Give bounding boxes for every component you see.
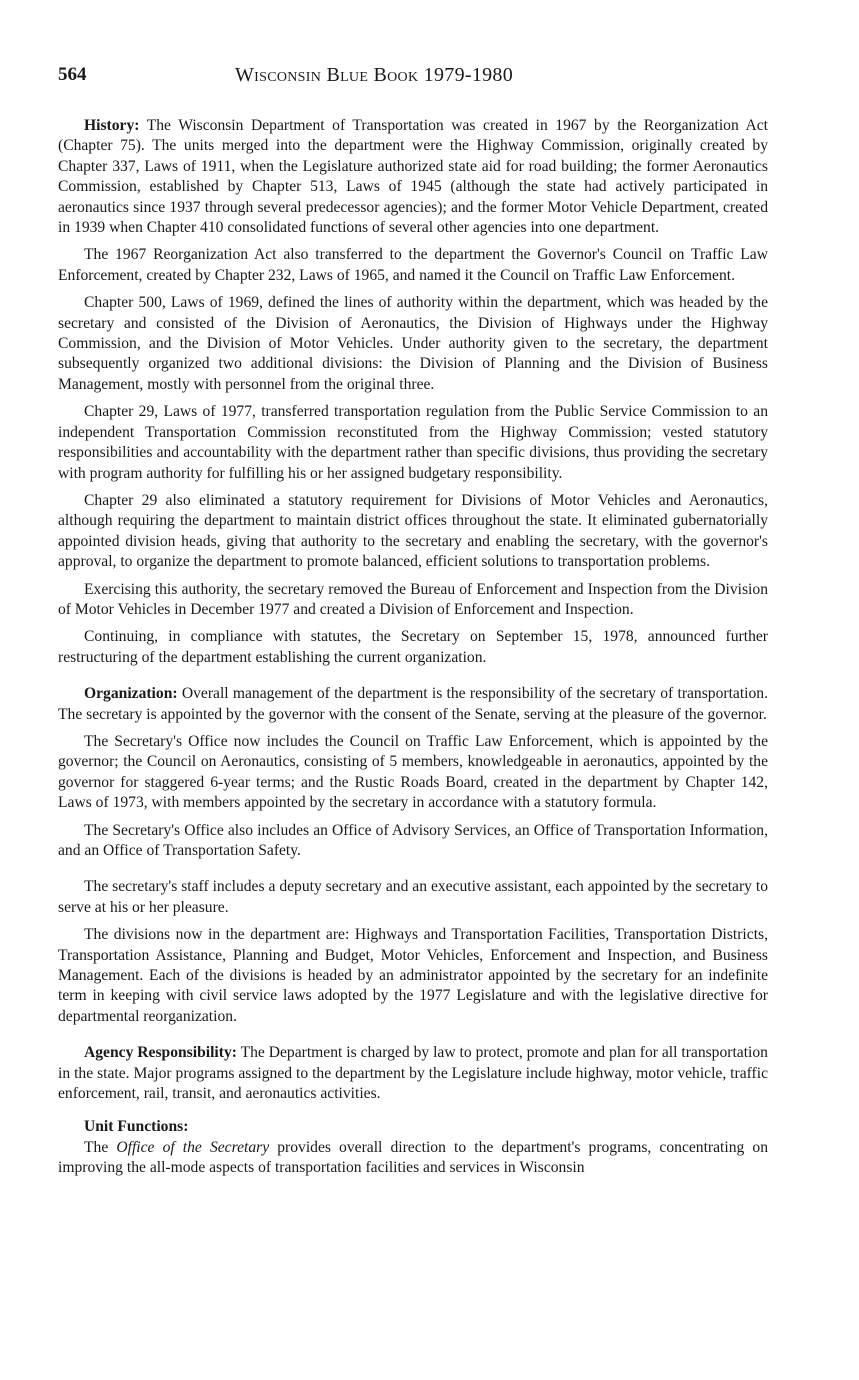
history-paragraph-3: Chapter 500, Laws of 1969, defined the lines of authority within the department, which was headed by the secretary and consisted of the Division of Aeronautics, the Division of Highways under the Highway Commission, and the Division of Motor Vehicles. Under authority given to the secretary, the department subsequently organized two additional divisions: the Division of Planning and the Division of Business Management, mostly with personnel from the original three. [58,294,768,393]
running-title: Wisconsin Blue Book 1979-1980 [235,64,514,86]
history-paragraph-5: Chapter 29 also eliminated a statutory requirement for Divisions of Motor Vehicles and Aeronautics, although requiring the department to maintain district offices throughout the state. It eliminated gubernatorially appointed division heads, giving that authority to the secretary and enabling the secretary, with the governor's approval, to organize the department to promote balanced, efficient solutions to transportation problems. [58,491,768,571]
unit-functions-text-start: The [84,1138,117,1156]
organization-paragraph-3: The Secretary's Office also includes an Office of Advisory Services, an Office of Transportation Information, and an Office of Transportation Safety. [58,821,768,859]
organization-paragraph-5: The divisions now in the department are: Highways and Transportation Facilities, Transportation Districts, Transportation Assistance, Planning and Budget, Motor Vehicles, Enforcement and Inspection, and Business Management. Each of the divisions is headed by an administrator appointed by the secretary for an indefinite term in keeping with civil service laws adopted by the 1977 Legislature and with the legislative directive for departmental reorganization. [58,926,768,1025]
page [58,64,768,1179]
history-paragraph-2: The 1967 Reorganization Act also transferred to the department the Governor's Council on Traffic Law Enforcement, created by Chapter 232, Laws of 1965, and named it the Council on Traffic Law Enforcement. [58,246,768,284]
agency-lead: Agency Responsibility: [84,1044,237,1062]
organization-paragraph-1 [58,684,768,725]
history-section [58,116,768,668]
agency-text-1: The Department is charged by law to protect, promote and plan for all transportation in the state. Major programs assigned to the department by the Legislature include highway, motor vehicle, traffic enforcement, rail, transit, and aeronautics activities. [58,1044,768,1103]
history-lead: History: [84,117,140,134]
organization-lead: Organization: [84,685,178,703]
organization-paragraph-2: The Secretary's Office now includes the Council on Traffic Law Enforcement, which is appointed by the governor; the Council on Aeronautics, consisting of 5 members, knowledgeable in aeronautics, appointed by the governor for staggered 6-year terms; and the Rustic Roads Board, created in the department by Chapter 142, Laws of 1973, with members appointed by the secretary in accordance with a statutory formula. [58,732,768,812]
organization-section [58,684,768,1027]
office-of-secretary-term: Office of the Secretary [116,1138,270,1156]
agency-responsibility-section [58,1043,768,1104]
unit-functions-section [58,1117,768,1178]
unit-functions-heading: Unit Functions: [84,1118,189,1136]
unit-functions-paragraph-1 [58,1138,768,1179]
history-text-1: The Wisconsin Department of Transportation was created in 1967 by the Reorganization Act (Chapter 75). The units merged into the department were the Highway Commission, originally created by Chapter 337, Laws of 1911, when the Legislature authorized state aid for road building; the former Aeronautics Commission, established by Chapter 513, Laws of 1945 (although the state had actively participated in aeronautics since 1937 through several predecessor agencies); and the former Motor Vehicle Department, created in 1939 when Chapter 410 consolidated functions of several other agencies into one department. [58,117,768,237]
organization-paragraph-4: The secretary's staff includes a deputy secretary and an executive assistant, each appointed by the secretary to serve at his or her pleasure. [58,878,768,916]
page-header [58,64,768,94]
organization-text-1: Overall management of the department is the responsibility of the secretary of transportation. The secretary is appointed by the governor with the consent of the Senate, serving at the pleasure of the governor. [58,685,768,723]
page-number: 564 [58,64,87,85]
history-paragraph-6: Exercising this authority, the secretary removed the Bureau of Enforcement and Inspection from the Division of Motor Vehicles in December 1977 and created a Division of Enforcement and Inspection. [58,580,768,618]
history-paragraph-7: Continuing, in compliance with statutes, the Secretary on September 15, 1978, announced further restructuring of the department establishing the current organization. [58,628,768,666]
unit-functions-text-rest: provides overall direction to the department's programs, concentrating on improving the all-mode aspects of transportation facilities and services in Wisconsin [58,1138,768,1177]
history-paragraph-4: Chapter 29, Laws of 1977, transferred transportation regulation from the Public Service Commission to an independent Transportation Commission reconstituted from the Highway Commission; vested statutory responsibilities and accountability with the department rather than specific divisions, thus providing the secretary with program authority for fulfilling his or her assigned budgetary responsibility. [58,403,768,482]
history-paragraph-1 [58,116,768,238]
agency-paragraph-1 [58,1043,768,1104]
